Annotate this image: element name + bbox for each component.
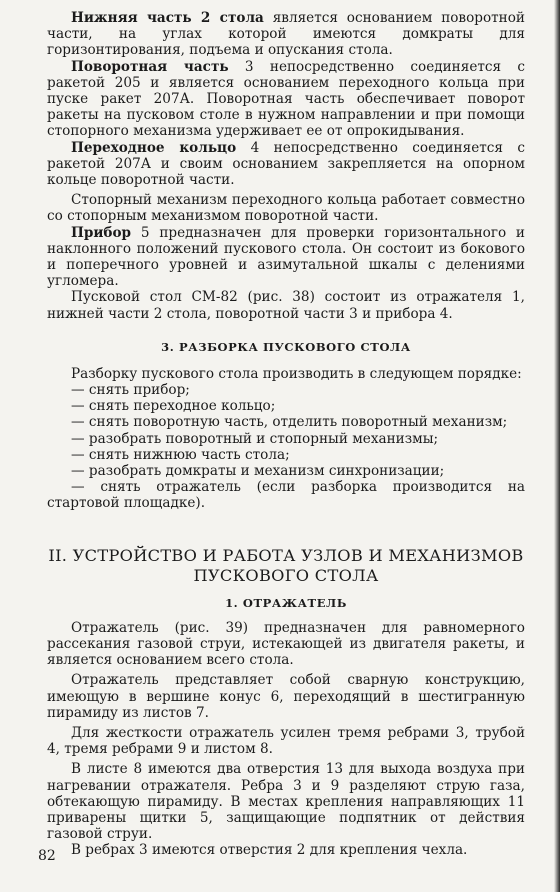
disassembly-intro: Разборку пускового стола производить в следующем порядке:: [71, 365, 522, 382]
paragraph-rotary-part: [47, 59, 525, 140]
list-item: — снять отражатель (если разборка производится на стартовой площадке).: [47, 479, 525, 512]
term-adapter-ring: Переходное кольцо: [71, 139, 237, 156]
paragraph-locking-mechanism: Стопорный механизм переходного кольца работает совместно со стопорным механизмом поворотной части.: [47, 192, 525, 225]
page-edge-shadow: [554, 0, 560, 892]
paragraph-text: 4 непосредственно соединяется с ракетой 207А и своим основанием закрепляется на опорном кольце поворотной части.: [47, 139, 525, 189]
paragraph-text: 3 непосредственно соединяется с ракетой 205 и является основанием переходного кольца при пуске ракет 207А. Поворотная часть обеспечивает поворот ракеты на пусковом столе в нужном направлении и при помощи стопорного механизма удерживает ее от опрокидывания.: [47, 58, 525, 140]
chapter-heading: [47, 546, 525, 586]
list-item: — снять прибор;: [71, 382, 190, 399]
page-body: [47, 10, 525, 859]
chapter-heading-line: ПУСКОВОГО СТОЛА: [193, 565, 379, 585]
paragraph-text: 5 предназначен для проверки горизонтального и наклонного положений пускового стола. Он состоит из бокового и поперечного уровней и азимутальной шкалы с делениями угломера.: [47, 224, 525, 290]
section-heading: 1. ОТРАЖАТЕЛЬ: [225, 595, 347, 610]
paragraph-reflector-cover: В ребрах 3 имеются отверстия 2 для крепления чехла.: [71, 842, 468, 859]
list-item: — снять переходное кольцо;: [71, 398, 276, 415]
list-item: — снять поворотную часть, отделить поворотный механизм;: [71, 414, 508, 431]
paragraph-launch-table: Пусковой стол СМ-82 (рис. 38) состоит из отражателя 1, нижней части 2 стола, поворотной части 3 и прибора 4.: [47, 289, 525, 322]
paragraph-adapter-ring: [47, 140, 525, 189]
term-instrument: Прибор: [71, 224, 132, 241]
term-rotary-part: Поворотная часть: [71, 58, 229, 75]
paragraph-reflector: Отражатель (рис. 39) предназначен для равномерного рассекания газовой струи, истекающей из двигателя ракеты, и является основанием всего стола.: [47, 619, 525, 669]
paragraph-instrument: [47, 225, 525, 290]
page-number: 82: [38, 848, 56, 864]
paragraph-reflector-holes: В листе 8 имеются два отверстия 13 для выхода воздуха при нагревании отражателя. Ребра 3 и 9 разделяют струю газа, обтекающую пирамиду. В местах крепления направляющих 11 приварены щитки 5, защищающие подпятник от действия газовой струи.: [47, 761, 525, 843]
chapter-heading-line: II. УСТРОЙСТВО И РАБОТА УЗЛОВ И МЕХАНИЗМОВ: [48, 545, 524, 565]
list-item: — разобрать поворотный и стопорный механизмы;: [71, 430, 439, 447]
term-lower-part: Нижняя часть 2 стола: [71, 10, 264, 26]
paragraph-reflector-stiffening: Для жесткости отражатель усилен тремя ребрами 3, трубой 4, тремя ребрами 9 и листом 8.: [47, 724, 525, 758]
paragraph-reflector-construction: Отражатель представляет собой сварную конструкцию, имеющую в вершине конус 6, переходящий в шестигранную пирамиду из листов 7.: [47, 672, 525, 721]
paragraph-lower-part: [47, 10, 525, 59]
paragraph-text: является основанием поворотной части, на углах которой имеются домкраты для горизонтирования, подъема и опускания стола.: [47, 10, 525, 59]
list-item: — разобрать домкраты и механизм синхронизации;: [71, 463, 445, 480]
section-heading: 3. РАЗБОРКА ПУСКОВОГО СТОЛА: [161, 339, 411, 354]
list-item: — снять нижнюю часть стола;: [71, 446, 290, 463]
